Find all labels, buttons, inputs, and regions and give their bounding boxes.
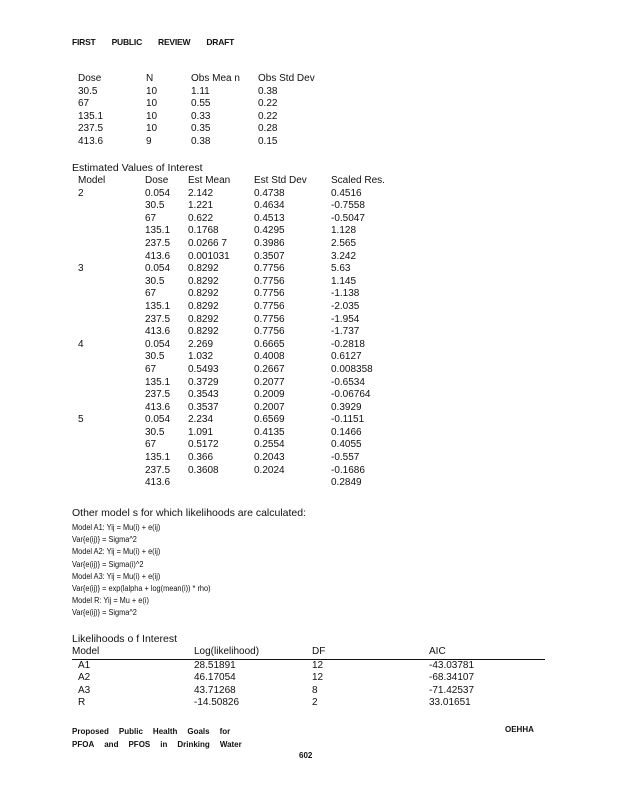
table-cell: 0.7756 (254, 275, 285, 287)
table-row (78, 98, 338, 111)
table-row (78, 86, 338, 99)
table-cell: A1 (78, 659, 91, 671)
table-cell: 135.1 (145, 225, 171, 237)
table-row (78, 427, 411, 440)
table-cell: 4 (78, 338, 84, 350)
table-cell (78, 238, 145, 251)
table-cell: -0.5047 (331, 212, 365, 224)
table-row (78, 364, 411, 377)
model-definition-line: Model A1: Yij = Mu(i) + e(ij) (72, 523, 161, 532)
table-cell: 0.7756 (254, 326, 285, 338)
table-cell: 0.7756 (254, 288, 285, 300)
header-word: REVIEW (158, 37, 191, 47)
table-cell (78, 251, 145, 264)
table-cell: -0.1151 (331, 414, 365, 426)
table-cell: R (78, 697, 86, 709)
footer-word: PFOA (72, 740, 95, 749)
table-cell: 0.35 (191, 123, 211, 135)
table-cell: 46.17054 (194, 672, 236, 684)
table-header-row (78, 73, 338, 86)
footer-word: in (160, 740, 168, 749)
table-cell: 0.22 (258, 98, 278, 110)
table-header-row (78, 175, 411, 188)
table-cell: 67 (78, 98, 90, 110)
table-cell: 30.5 (145, 351, 165, 363)
table-cell: 135.1 (78, 110, 104, 122)
table-cell: 8 (312, 684, 318, 696)
column-header: Model (78, 175, 106, 186)
table-row (78, 351, 411, 364)
table-cell: 67 (145, 363, 157, 375)
footer-word: and (104, 740, 119, 749)
table-cell: 0.3608 (188, 464, 219, 476)
table-cell (78, 364, 145, 377)
table-cell (78, 427, 145, 440)
table-cell: -1.737 (331, 326, 360, 338)
table-cell: 12 (312, 659, 324, 671)
table-cell: 2 (78, 187, 84, 199)
observed-data-table (78, 73, 338, 149)
table-cell: 10 (146, 85, 158, 97)
column-header: Scaled Res. (331, 175, 385, 186)
table-cell: 237.5 (145, 237, 171, 249)
table-cell: 5 (78, 414, 84, 426)
table-row (78, 111, 338, 124)
table-cell (78, 326, 145, 339)
table-cell: 0.2024 (254, 464, 285, 476)
column-header: Model (72, 646, 194, 659)
footer-org: OEHHA (505, 725, 534, 734)
table-row (78, 225, 411, 238)
table-cell: 2 (312, 697, 318, 709)
table-cell: 67 (145, 439, 157, 451)
table-cell: -0.1686 (331, 464, 365, 476)
column-header: Dose (145, 175, 169, 186)
table-cell: 0.2849 (331, 477, 362, 489)
footer-word: for (219, 727, 231, 736)
column-header: AIC (429, 646, 545, 659)
column-header: Dose (78, 73, 102, 84)
table-cell (78, 351, 145, 364)
table-cell: 28.51891 (194, 659, 236, 671)
table-cell: 413.6 (145, 401, 171, 413)
table-cell: 0.3729 (188, 376, 219, 388)
footer-word: Public (118, 727, 143, 736)
table-cell: 2.269 (188, 338, 214, 350)
column-header: DF (312, 646, 429, 659)
table-cell: -14.50826 (194, 697, 240, 709)
table-cell: -68.34107 (429, 672, 475, 684)
model-definition-line: Model A3: Yij = Mu(i) + e(ij) (72, 571, 161, 581)
model-definitions (72, 522, 211, 620)
table-row (78, 465, 411, 478)
table-cell (78, 452, 145, 465)
table-cell: 10 (146, 123, 158, 135)
table-cell: 10 (146, 98, 158, 110)
table-cell: 0.054 (145, 187, 171, 199)
table-cell: 1.128 (331, 225, 357, 237)
table-cell: 0.22 (258, 110, 278, 122)
table-cell: -1.138 (331, 288, 360, 300)
footer-word: PFOS (128, 740, 151, 749)
table-cell: 43.71268 (194, 684, 236, 696)
table-cell: 0.366 (188, 452, 214, 464)
table-row (78, 389, 411, 402)
table-cell: 0.7756 (254, 300, 285, 312)
table-row (78, 123, 338, 136)
table-cell: 237.5 (145, 313, 171, 325)
table-cell: 2.565 (331, 237, 357, 249)
table-cell: 0.4055 (331, 439, 362, 451)
table-cell: 0.6665 (254, 338, 285, 350)
table-cell: 0.8292 (188, 275, 219, 287)
table-cell: 0.8292 (188, 313, 219, 325)
table-row (78, 188, 411, 201)
table-cell: 0.054 (145, 263, 171, 275)
table-row (78, 477, 411, 490)
table-cell: -0.06764 (331, 389, 371, 401)
table-row (78, 251, 411, 264)
table-cell (78, 389, 145, 402)
table-cell: 30.5 (145, 275, 165, 287)
table-cell: 0.55 (191, 98, 211, 110)
table-cell: 0.3986 (254, 237, 285, 249)
table-cell: 0.5172 (188, 439, 219, 451)
table-cell: 3.242 (331, 250, 357, 262)
table-cell: A2 (78, 672, 91, 684)
table-row (78, 263, 411, 276)
draft-header (72, 37, 250, 47)
table-cell: 0.1768 (188, 225, 219, 237)
table-cell: 2.234 (188, 414, 214, 426)
table-row (78, 377, 411, 390)
table-cell (78, 465, 145, 478)
table-row (72, 659, 545, 672)
table-cell: 67 (145, 288, 157, 300)
table-cell (78, 314, 145, 327)
table-cell: 135.1 (145, 376, 171, 388)
table-cell (78, 402, 145, 415)
table-cell (254, 477, 331, 490)
table-cell: 0.1466 (331, 426, 362, 438)
table-cell: -43.03781 (429, 659, 475, 671)
footer-word: Water (219, 740, 242, 749)
page-number: 602 (299, 751, 313, 760)
table-cell: -0.6534 (331, 376, 365, 388)
table-cell: 135.1 (145, 300, 171, 312)
table-cell: 0.054 (145, 338, 171, 350)
table-cell: 67 (145, 212, 157, 224)
table-cell: 0.8292 (188, 300, 219, 312)
table-row (78, 200, 411, 213)
table-row (78, 288, 411, 301)
table-row (78, 402, 411, 415)
header-word: FIRST (72, 37, 96, 47)
table-cell: 413.6 (78, 135, 104, 147)
table-cell: -0.7558 (331, 200, 365, 212)
table-cell (78, 439, 145, 452)
table-cell: 0.8292 (188, 263, 219, 275)
table-cell (78, 377, 145, 390)
column-header: Est Std Dev (254, 175, 307, 186)
model-definition-line: Model A2: Yij = Mu(i) + e(ij) (72, 547, 161, 557)
table-cell: 0.3543 (188, 389, 219, 401)
table-cell: 0.8292 (188, 288, 219, 300)
table-row (78, 136, 338, 149)
table-cell: 1.091 (188, 426, 214, 438)
table-cell: 0.4516 (331, 187, 362, 199)
table-cell: 413.6 (145, 250, 171, 262)
table-cell: 5.63 (331, 263, 351, 275)
table-row (78, 276, 411, 289)
table-cell: 1.11 (191, 85, 210, 97)
table-cell: 0.2077 (254, 376, 285, 388)
table-cell: 0.622 (188, 212, 214, 224)
table-cell: 0.28 (258, 123, 278, 135)
table-row (78, 314, 411, 327)
model-definition-line: Var{e(ij)} = Sigma^2 (72, 535, 137, 545)
footer-word: Drinking (177, 740, 210, 749)
table-cell: 33.01651 (429, 697, 471, 709)
header-word: DRAFT (206, 37, 235, 47)
table-row (72, 685, 545, 698)
table-cell: 12 (312, 672, 324, 684)
table-cell: 30.5 (78, 85, 98, 97)
table-row (72, 672, 545, 685)
table-cell: 0.7756 (254, 263, 285, 275)
footer-word: Health (152, 727, 178, 736)
footer-title (72, 725, 252, 751)
table-cell: 30.5 (145, 200, 165, 212)
column-header: N (146, 73, 154, 84)
table-row (78, 238, 411, 251)
table-cell: -71.42537 (429, 684, 475, 696)
likelihoods-title: Likelihoods o f Interest (72, 633, 178, 645)
table-cell: -0.2818 (331, 338, 365, 350)
table-cell: 0.054 (145, 414, 171, 426)
table-cell: 0.2007 (254, 401, 285, 413)
estimated-values-table (78, 175, 411, 490)
table-cell: 0.33 (191, 110, 211, 122)
table-cell: 0.2667 (254, 363, 285, 375)
likelihoods-table (72, 646, 545, 710)
table-cell: 2.142 (188, 187, 214, 199)
footer-word: Goals (187, 727, 210, 736)
table-row (78, 326, 411, 339)
table-cell: 0.2009 (254, 389, 285, 401)
table-cell: 0.3929 (331, 401, 362, 413)
table-cell: 0.8292 (188, 326, 219, 338)
table-cell: 1.032 (188, 351, 214, 363)
table-cell (78, 213, 145, 226)
table-cell: -2.035 (331, 300, 360, 312)
table-header-row (72, 646, 545, 659)
table-cell: 0.3507 (254, 250, 285, 262)
table-cell: 0.7756 (254, 313, 285, 325)
table-cell: 0.4135 (254, 426, 285, 438)
other-models-title: Other model s for which likelihoods are calculated: (72, 507, 307, 519)
header-word: PUBLIC (111, 37, 143, 47)
column-header: Obs Std Dev (258, 73, 315, 84)
table-cell: 0.4295 (254, 225, 285, 237)
table-cell: 0.15 (258, 135, 278, 147)
table-cell: 1.145 (331, 275, 357, 287)
model-definition-line: Var{e(ij)} = Sigma^2 (72, 608, 137, 618)
table-cell (78, 200, 145, 213)
table-cell: 30.5 (145, 426, 165, 438)
table-cell: 3 (78, 263, 84, 275)
table-cell: 0.4738 (254, 187, 285, 199)
table-row (78, 452, 411, 465)
table-cell (78, 225, 145, 238)
column-header: Est Mean (188, 175, 231, 186)
table-cell: 0.6127 (331, 351, 362, 363)
table-row (72, 697, 545, 710)
table-row (78, 439, 411, 452)
table-cell: 237.5 (145, 464, 171, 476)
table-cell: 413.6 (145, 326, 171, 338)
model-definition-line: Model R: Yij = Mu + e(i) (72, 596, 149, 606)
table-cell: 0.6569 (254, 414, 285, 426)
table-row (78, 213, 411, 226)
table-cell (78, 301, 145, 314)
table-row (78, 339, 411, 352)
table-cell: 0.008358 (331, 363, 373, 375)
table-cell: 0.0266 7 (188, 237, 227, 249)
table-cell (78, 288, 145, 301)
column-header: Log(likelihood) (194, 646, 312, 659)
estimated-values-title: Estimated Values of Interest (72, 162, 203, 174)
model-definition-line: Var{e(ij)} = Sigma(i)^2 (72, 559, 144, 569)
table-cell: 0.4634 (254, 200, 285, 212)
table-cell: 237.5 (145, 389, 171, 401)
table-cell: 0.5493 (188, 363, 219, 375)
table-cell: 0.001031 (188, 250, 230, 262)
table-cell: 237.5 (78, 123, 104, 135)
table-cell (78, 276, 145, 289)
table-cell: A3 (78, 684, 91, 696)
table-cell: 413.6 (145, 477, 171, 489)
table-cell: 0.38 (258, 85, 278, 97)
table-cell (188, 477, 254, 490)
table-cell: 0.4008 (254, 351, 285, 363)
table-cell: 10 (146, 110, 158, 122)
table-cell: 0.2554 (254, 439, 285, 451)
table-cell: -0.557 (331, 452, 360, 464)
table-cell: 0.3537 (188, 401, 219, 413)
table-cell (78, 477, 145, 490)
table-cell: 0.4513 (254, 212, 285, 224)
column-header: Obs Mea n (191, 73, 240, 84)
table-row (78, 414, 411, 427)
table-cell: 1.221 (188, 200, 214, 212)
table-cell: 9 (146, 135, 152, 147)
footer-word: Proposed (72, 727, 109, 736)
table-cell: -1.954 (331, 313, 360, 325)
model-definition-line: Var{e(ij)} = exp(lalpha + log(mean(i)) * rho) (72, 584, 211, 594)
table-cell: 135.1 (145, 452, 171, 464)
table-cell: 0.38 (191, 135, 211, 147)
table-cell: 0.2043 (254, 452, 285, 464)
table-row (78, 301, 411, 314)
